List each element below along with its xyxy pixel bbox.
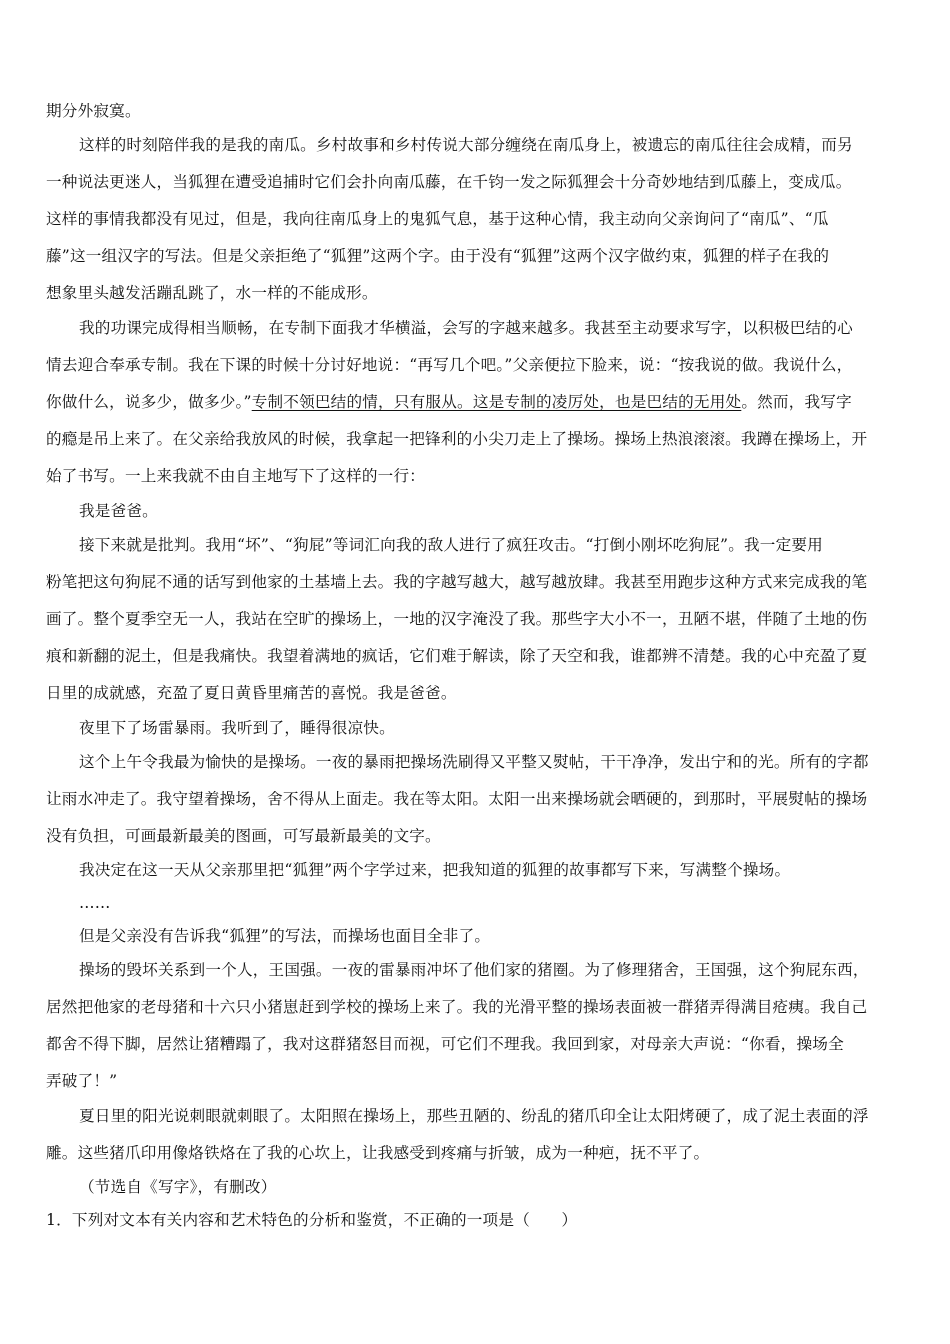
text-segment: 你做什么，说多少，做多少。”: [46, 393, 252, 411]
text-line: 让雨水冲走了。我守望着操场，舍不得从上面走。我在等太阳。太阳一出来操场就会晒硬的，到那时，平展熨帖的操场: [46, 790, 868, 808]
text-line: 画了。整个夏季空无一人，我站在空旷的操场上，一地的汉字淹没了我。那些字大小不一，丑陋不堪，伴随了土地的伤: [46, 610, 868, 628]
text-segment: 。然而，我写字: [741, 393, 852, 411]
text-line: 夏日里的阳光说刺眼就刺眼了。太阳照在操场上，那些丑陋的、纷乱的猪爪印全让太阳烤硬了，成了泥土表面的浮: [79, 1107, 869, 1125]
text-line: 我的功课完成得相当顺畅，在专制下面我才华横溢，会写的字越来越多。我甚至主动要求写字，以积极巴结的心: [79, 319, 853, 337]
text-line-underlined: [46, 392, 852, 412]
text-line: 这样的事情我都没有见过，但是，我向往南瓜身上的鬼狐气息，基于这种心情，我主动向父亲询问了“南瓜”、“瓜: [46, 210, 829, 228]
text-line: 夜里下了场雷暴雨。我听到了，睡得很凉快。: [79, 719, 395, 737]
text-line: 想象里头越发活蹦乱跳了，水一样的不能成形。: [46, 284, 378, 302]
text-line: 藤”这一组汉字的写法。但是父亲拒绝了“狐狸”这两个字。由于没有“狐狸”这两个汉字做约束，狐狸的样子在我的: [46, 247, 830, 265]
text-line: 这样的时刻陪伴我的是我的南瓜。乡村故事和乡村传说大部分缠绕在南瓜身上，被遗忘的南瓜往往会成精，而另: [79, 136, 853, 154]
text-line: 痕和新翻的泥土，但是我痛快。我望着满地的疯话，它们难于解读，除了天空和我，谁都辨不清楚。我的心中充盈了夏: [46, 647, 868, 665]
text-line: 没有负担，可画最新最美的图画，可写最新最美的文字。: [46, 827, 441, 845]
text-line: 我决定在这一天从父亲那里把“狐狸”两个字学过来，把我知道的狐狸的故事都写下来，写满整个操场。: [79, 861, 791, 879]
text-line: 的瘾是吊上来了。在父亲给我放风的时候，我拿起一把锋利的小尖刀走上了操场。操场上热浪滚滚。我蹲在操场上，开: [46, 430, 868, 448]
text-line: 期分外寂寞。: [46, 102, 141, 120]
text-line: 都舍不得下脚，居然让猪糟蹋了，我对这群猪怒目而视，可它们不理我。我回到家，对母亲大声说：“你看，操场全: [46, 1035, 844, 1053]
text-line: 接下来就是批判。我用“坏”、“狗屁”等词汇向我的敌人进行了疯狂攻击。“打倒小刚坏吃狗屁”。我一定要用: [79, 536, 823, 554]
text-line: 但是父亲没有告诉我“狐狸”的写法，而操场也面目全非了。: [79, 927, 491, 945]
text-line: 弄破了！”: [46, 1072, 118, 1090]
text-line: 日里的成就感，充盈了夏日黄昏里痛苦的喜悦。我是爸爸。: [46, 684, 457, 702]
text-line: 一种说法更迷人，当狐狸在遭受追捕时它们会扑向南瓜藤，在千钧一发之际狐狸会十分奇妙地结到瓜藤上，变成瓜。: [46, 173, 852, 191]
underlined-sentence: 专制不领巴结的情，只有服从。这是专制的凌厉处，也是巴结的无用处: [251, 393, 742, 411]
text-line: ……: [79, 894, 111, 912]
text-line: 始了书写。一上来我就不由自主地写下了这样的一行：: [46, 467, 426, 485]
text-line: 粉笔把这句狗屁不通的话写到他家的土基墙上去。我的字越写越大，越写越放肆。我甚至用跑步这种方式来完成我的笔: [46, 573, 868, 591]
text-line: 我是爸爸。: [79, 502, 158, 520]
text-line: 这个上午令我最为愉快的是操场。一夜的暴雨把操场洗刷得又平整又熨帖，干干净净，发出宁和的光。所有的字都: [79, 753, 869, 771]
text-line: 雕。这些猪爪印用像烙铁烙在了我的心坎上，让我感受到疼痛与折皱，成为一种疤，抚不平了。: [46, 1144, 710, 1162]
text-line: 居然把他家的老母猪和十六只小猪崽赶到学校的操场上来了。我的光滑平整的操场表面被一群猪弄得满目疮痍。我自己: [46, 998, 868, 1016]
text-line: 情去迎合奉承专制。我在下课的时候十分讨好地说：“再写几个吧。”父亲便拉下脸来，说：“按我说的做。我说什么，: [46, 356, 853, 374]
source-citation: （节选自《写字》，有删改）: [79, 1178, 277, 1196]
question-1: 1．下列对文本有关内容和艺术特色的分析和鉴赏，不正确的一项是（ ）: [46, 1211, 578, 1229]
text-line: 操场的毁坏关系到一个人，王国强。一夜的雷暴雨冲坏了他们家的猪圈。为了修理猪舍，王国强，这个狗屁东西，: [79, 961, 869, 979]
